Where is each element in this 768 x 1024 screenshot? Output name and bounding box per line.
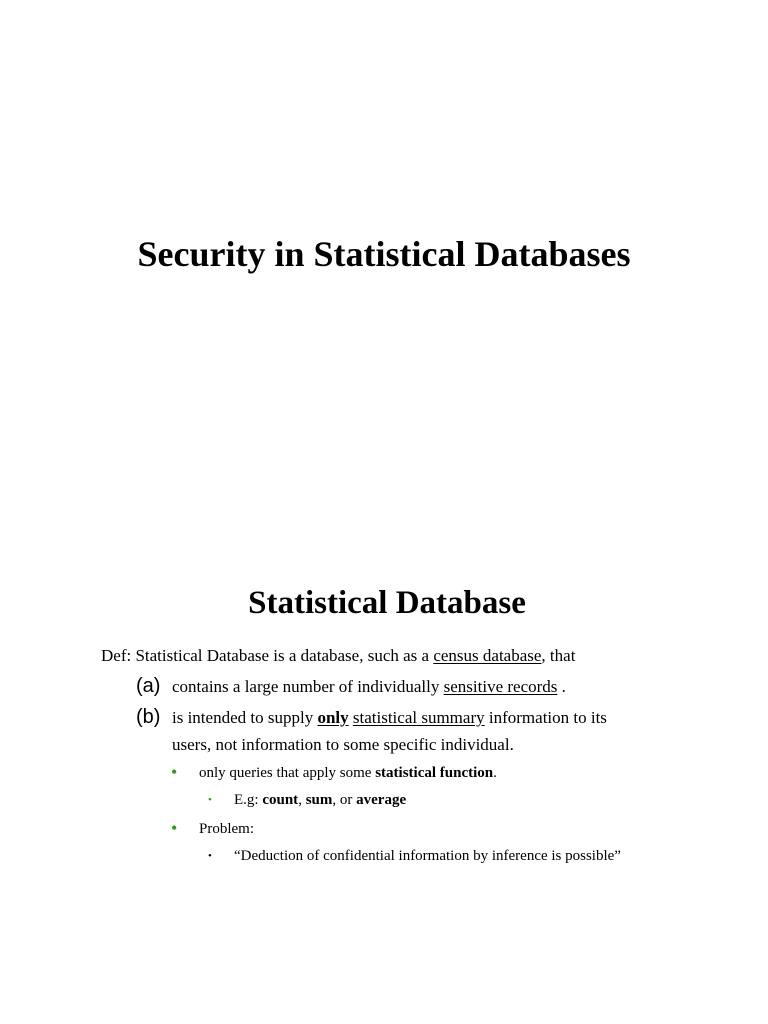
item-b-line-2: users, not information to some specific individual.	[172, 735, 514, 754]
small-green-bullet-icon: •	[208, 794, 212, 806]
item-b-marker: (b)	[136, 706, 161, 728]
definition-prefix: Def: Statistical Database is a database, such as a	[101, 646, 434, 665]
item-a-text: contains a large number of individually sensitive records .	[172, 677, 566, 696]
slide-1-title: Security in Statistical Databases	[137, 234, 631, 274]
green-bullet-icon: •	[171, 762, 178, 782]
item-b	[136, 706, 736, 756]
bullet-1-text: only queries that apply some statistical function.	[199, 765, 497, 781]
green-bullet-icon: •	[171, 818, 178, 838]
item-a	[136, 675, 736, 699]
census-database-term: census database	[433, 646, 542, 665]
bullet-2-text: Problem:	[199, 821, 254, 837]
bullet-problem	[171, 818, 731, 840]
item-a-marker: (a)	[136, 675, 161, 697]
item-b-line-1: is intended to supply only statistical summary information to its	[172, 708, 607, 727]
black-bullet-icon: •	[208, 850, 212, 862]
definition-line	[101, 645, 575, 667]
sub-bullet-2-text: “Deduction of confidential information by inference is possible”	[234, 848, 621, 864]
sub-bullet-examples	[208, 790, 728, 812]
slide-2-title: Statistical Database	[248, 585, 526, 621]
definition-suffix: , that	[541, 646, 576, 665]
sub-bullet-deduction	[208, 846, 748, 868]
bullet-statistical-function	[171, 762, 731, 784]
sub-bullet-1-text: E.g: count, sum, or average	[234, 792, 407, 808]
